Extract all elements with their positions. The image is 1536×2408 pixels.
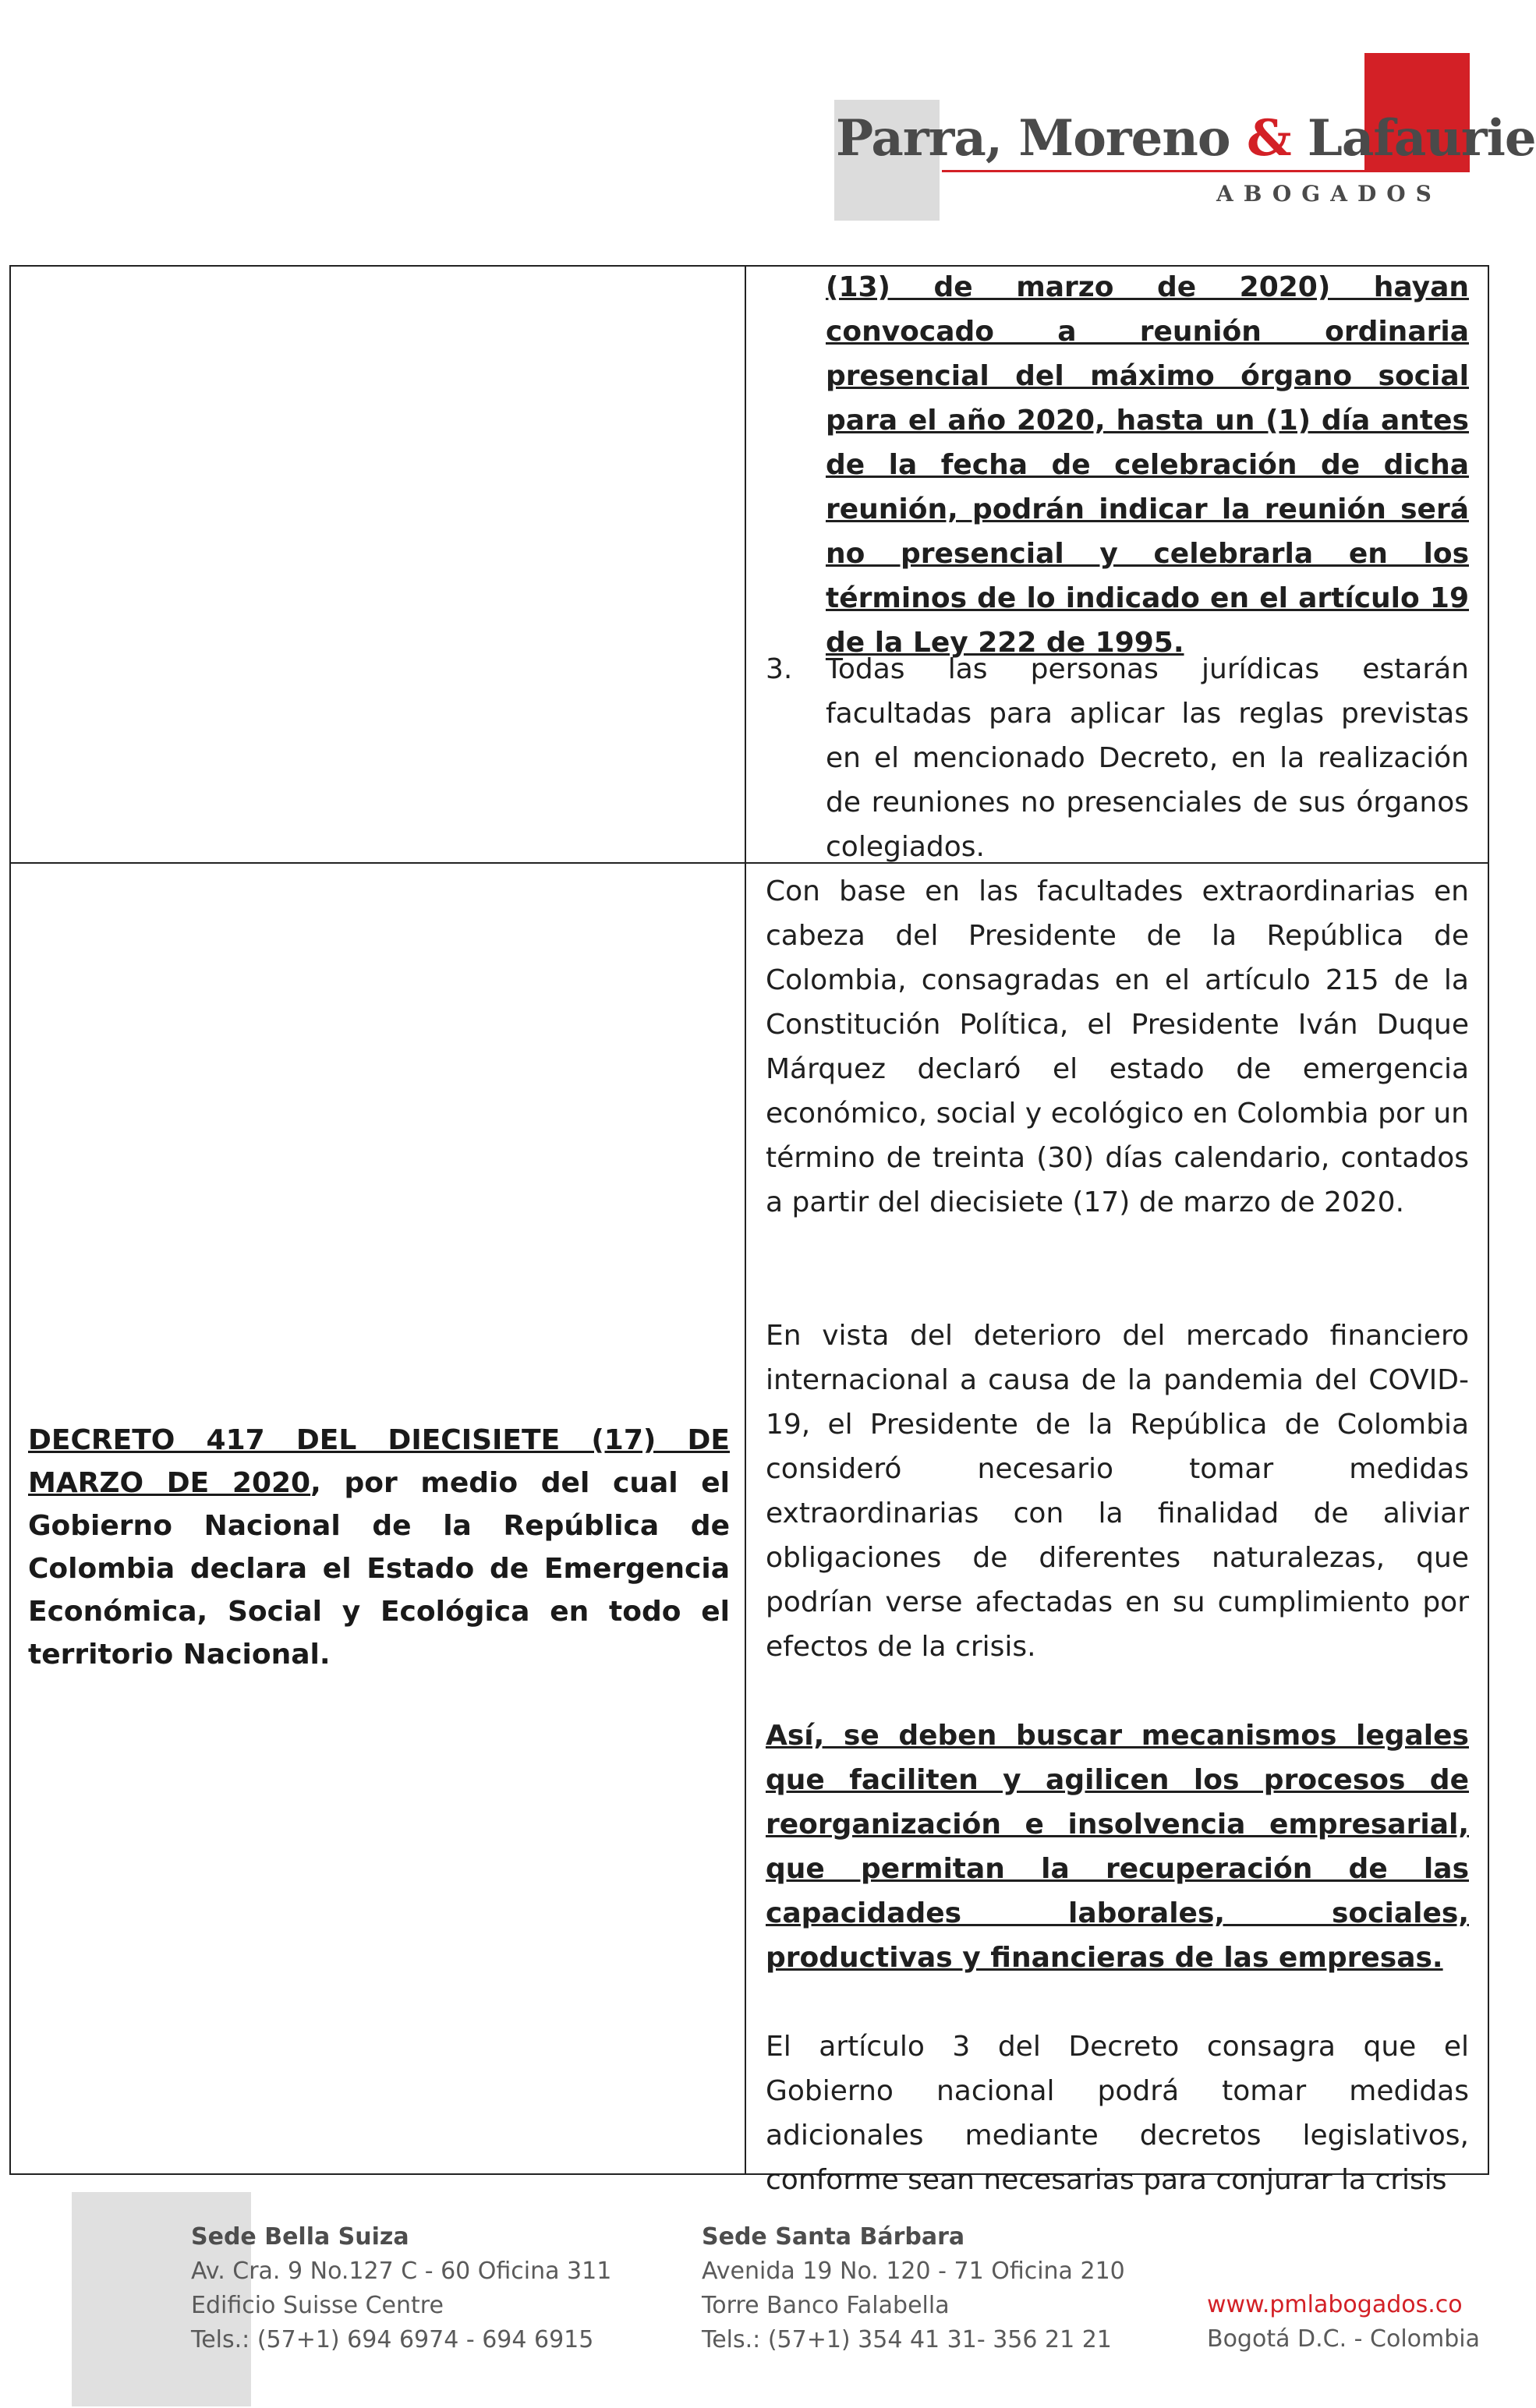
list-item-number: 3. — [766, 653, 793, 685]
firm-logo-name — [836, 109, 1536, 168]
sede1-address: Av. Cra. 9 No.127 C - 60 Oficina 311 — [191, 2258, 612, 2285]
list-item-text: Todas las personas jurídicas estarán facultadas para aplicar las reglas previstas en el mencionado Decreto, en la realización de reuniones no presenciales de sus órganos colegiados. — [826, 653, 1469, 863]
row1-list-item-3 — [766, 647, 1469, 869]
logo-red-line — [942, 170, 1470, 172]
city-label: Bogotá D.C. - Colombia — [1207, 2325, 1481, 2353]
decree-title-rest: , por medio del cual el Gobierno Nacional de la República de Colombia declara el Estado de Emergencia Económica, Social y Ecológica en todo el territorio Nacional. — [28, 1467, 730, 1671]
decree-title — [28, 1419, 730, 1676]
footer-contact — [1207, 2288, 1480, 2357]
sede2-address: Avenida 19 No. 120 - 71 Oficina 210 — [702, 2258, 1125, 2285]
logo-name-part2: Lafaurie — [1290, 109, 1536, 168]
footer-sede-santa-barbara — [702, 2220, 1125, 2357]
sede2-title: Sede Santa Bárbara — [702, 2223, 965, 2251]
row2-paragraph-4: El artículo 3 del Decreto consagra que el Gobierno nacional podrá tomar medidas adicionales mediante decretos legislativos, conforme sean necesarias para conjurar la crisis — [766, 2031, 1469, 2196]
footer-sede-bella-suiza — [191, 2220, 611, 2357]
website-link[interactable]: www.pmlabogados.co — [1207, 2291, 1463, 2318]
row2-paragraph-1: Con base en las facultades extraordinarias en cabeza del Presidente de la República de Colombia, consagradas en el artículo 215 de la Constitución Política, el Presidente Iván Duque Márquez declaró el estado de emergencia económico, social y ecológico en Colombia por un término de treinta (30) días calendario, contados a partir del diecisiete (17) de marzo de 2020. — [766, 875, 1469, 1218]
sede1-title: Sede Bella Suiza — [191, 2223, 409, 2251]
sede1-phones: Tels.: (57+1) 694 6974 - 694 6915 — [191, 2326, 594, 2353]
logo-subtitle: ABOGADOS — [1216, 181, 1442, 207]
sede2-building: Torre Banco Falabella — [702, 2292, 950, 2319]
row2-paragraph-3: Así, se deben buscar mecanismos legales que faciliten y agilicen los procesos de reorganización e insolvencia empresarial, que permitan la recuperación de las capacidades laborales, sociales, productivas y financieras de las empresas. — [766, 1720, 1469, 1974]
decree-title-underlined: DECRETO 417 DEL DIECISIETE (17) DE MARZO DE 2020 — [28, 1424, 730, 1499]
row2-paragraph-2: En vista del deterioro del mercado financiero internacional a causa de la pandemia del COVID-19, el Presidente de la República de Colombia consideró necesario tomar medidas extraordinarias con la finalidad de aliviar obligaciones de diferentes naturalezas, que podrían verse afectadas en su cumplimiento por efectos de la crisis. — [766, 1320, 1469, 1663]
logo-ampersand: & — [1246, 109, 1291, 168]
sede1-building: Edificio Suisse Centre — [191, 2292, 444, 2319]
sede2-phones: Tels.: (57+1) 354 41 31- 356 21 21 — [702, 2326, 1112, 2353]
row1-continuation-text: (13) de marzo de 2020) hayan convocado a reunión ordinaria presencial del máximo órgano social para el año 2020, hasta un (1) día antes de la fecha de celebración de dicha reunión, podrán indicar la reunión será no presencial y celebrarla en los términos de lo indicado en el artículo 19 de la Ley 222 de 1995. — [826, 271, 1469, 659]
table-cell-row1-left — [9, 265, 746, 864]
logo-name-part1: Parra, Moreno — [836, 109, 1247, 168]
